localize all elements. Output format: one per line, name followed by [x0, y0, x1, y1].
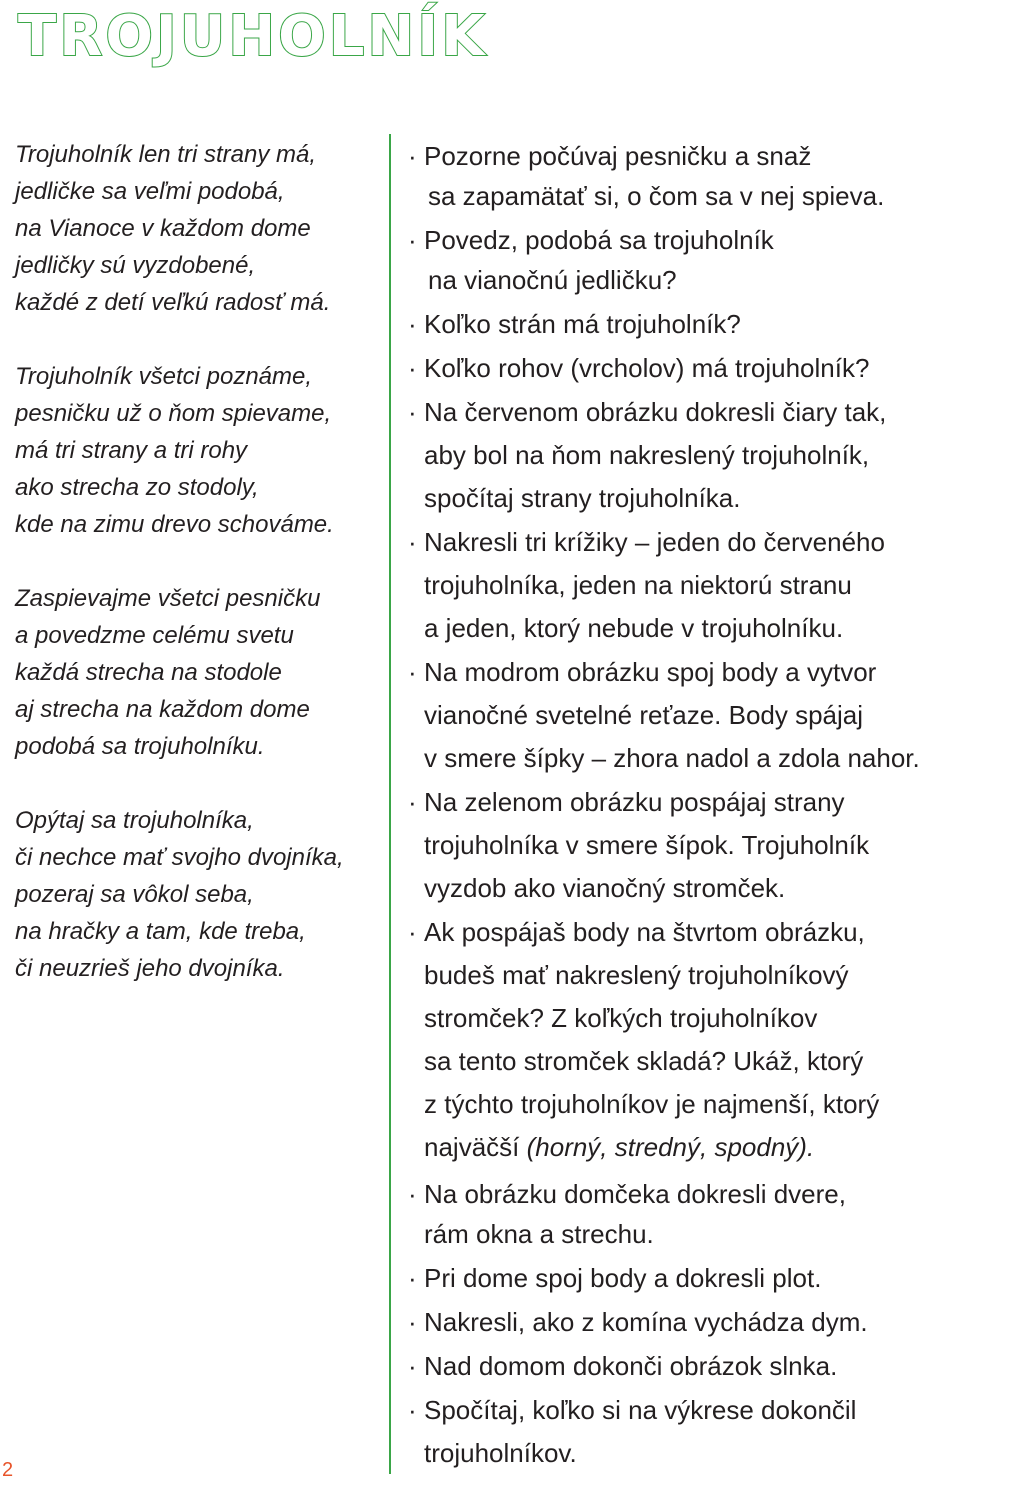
task-line: vianočné svetelné reťaze. Body spájaj [424, 700, 864, 730]
poem-line: pozeraj sa vôkol seba, [15, 881, 254, 908]
task-line: a jeden, ktorý nebude v trojuholníku. [424, 613, 844, 643]
poem-line: aj strecha na každom dome [15, 696, 310, 723]
task-item [406, 1258, 1006, 1298]
bullet-icon: · [408, 1351, 417, 1381]
page-title: TROJUHOLNÍK [18, 4, 488, 69]
page-number: 2 [2, 1459, 14, 1481]
task-line: Pozorne počúvaj pesničku a snaž [424, 141, 812, 171]
task-line: aby bol na ňom nakreslený trojuholník, [424, 440, 870, 470]
task-line: sa tento stromček skladá? Ukáž, ktorý [424, 1046, 864, 1076]
bullet-icon: · [408, 1307, 417, 1337]
task-line: Povedz, podobá sa trojuholník [424, 225, 774, 255]
task-line: stromček? Z koľkých trojuholníkov [424, 1003, 818, 1033]
bullet-icon: · [408, 1395, 417, 1425]
task-line: trojuholníka, jeden na niektorú stranu [424, 570, 852, 600]
poem-line: Zaspievajme všetci pesničku [15, 585, 321, 612]
bullet-icon: · [408, 353, 417, 383]
task-line: trojuholníkov. [424, 1438, 577, 1468]
task-item [406, 782, 1006, 908]
poem-line: jedličke sa veľmi podobá, [15, 178, 285, 205]
poem-line: na Vianoce v každom dome [15, 215, 311, 242]
bullet-icon: · [408, 141, 417, 171]
poem-line: na hračky a tam, kde treba, [15, 918, 306, 945]
task-item [406, 220, 1006, 300]
bullet-icon: · [408, 1179, 417, 1209]
task-item [406, 912, 1006, 1170]
poem-line: každá strecha na stodole [15, 659, 282, 686]
task-line: rám okna a strechu. [424, 1219, 654, 1249]
poem-line: Trojuholník len tri strany má, [15, 141, 316, 168]
poem-stanza [15, 580, 387, 765]
task-line: Spočítaj, koľko si na výkrese dokončil [424, 1395, 857, 1425]
task-line: Na obrázku domčeka dokresli dvere, [424, 1179, 846, 1209]
task-line: Ak pospájaš body na štvrtom obrázku, [424, 917, 865, 947]
task-line: budeš mať nakreslený trojuholníkový [424, 960, 849, 990]
task-line: Koľko strán má trojuholník? [424, 309, 741, 339]
task-item [406, 1302, 1006, 1342]
poem-stanza [15, 136, 387, 321]
task-line: vyzdob ako vianočný stromček. [424, 873, 786, 903]
bullet-icon: · [408, 787, 417, 817]
poem-line: pesničku už o ňom spievame, [15, 400, 332, 427]
task-item [406, 1174, 1006, 1254]
poem-line: či neuzrieš jeho dvojníka. [15, 955, 285, 982]
task-line: Nakresli tri krížiky – jeden do červeného [424, 527, 885, 557]
bullet-icon: · [408, 1263, 417, 1293]
task-line: z týchto trojuholníkov je najmenší, ktorý [424, 1089, 880, 1119]
task-line: Na červenom obrázku dokresli čiary tak, [424, 397, 887, 427]
poem-line: podobá sa trojuholníku. [15, 733, 265, 760]
poem-line: Opýtaj sa trojuholníka, [15, 807, 254, 834]
task-line-text: najväčší [424, 1132, 527, 1162]
bullet-icon: · [408, 309, 417, 339]
poem-line: jedličky sú vyzdobené, [15, 252, 256, 279]
task-line: Nakresli, ako z komína vychádza dym. [424, 1307, 868, 1337]
poem-stanza [15, 358, 387, 543]
task-line [424, 1124, 1006, 1170]
task-line-italic: (horný, stredný, spodný). [526, 1132, 815, 1162]
task-item [406, 136, 1006, 216]
task-item [406, 1346, 1006, 1386]
poem [15, 136, 387, 987]
bullet-icon: · [408, 917, 417, 947]
task-item [406, 522, 1006, 648]
poem-line: kde na zimu drevo schováme. [15, 511, 334, 538]
task-line: sa zapamätať si, o čom sa v nej spieva. [428, 181, 885, 211]
poem-line: ako strecha zo stodoly, [15, 474, 259, 501]
bullet-icon: · [408, 527, 417, 557]
task-list [406, 136, 1006, 1480]
task-item [406, 652, 1006, 778]
task-line: na vianočnú jedličku? [428, 265, 677, 295]
task-line: Na zelenom obrázku pospájaj strany [424, 787, 845, 817]
bullet-icon: · [408, 657, 417, 687]
task-line: Na modrom obrázku spoj body a vytvor [424, 657, 877, 687]
poem-stanza [15, 802, 387, 987]
poem-line: a povedzme celému svetu [15, 622, 294, 649]
task-line: Nad domom dokonči obrázok slnka. [424, 1351, 838, 1381]
poem-line: Trojuholník všetci poznáme, [15, 363, 313, 390]
task-item [406, 392, 1006, 518]
task-line: Pri dome spoj body a dokresli plot. [424, 1263, 822, 1293]
task-line: spočítaj strany trojuholníka. [424, 483, 741, 513]
task-line: Koľko rohov (vrcholov) má trojuholník? [424, 353, 870, 383]
bullet-icon: · [408, 397, 417, 427]
task-item [406, 304, 1006, 344]
task-item [406, 1390, 1006, 1476]
poem-line: má tri strany a tri rohy [15, 437, 248, 464]
task-item [406, 348, 1006, 388]
task-line: trojuholníka v smere šípok. Trojuholník [424, 830, 870, 860]
poem-line: či nechce mať svojho dvojníka, [15, 844, 344, 871]
column-divider [389, 134, 391, 1474]
bullet-icon: · [408, 225, 417, 255]
task-line: v smere šípky – zhora nadol a zdola nahor. [424, 743, 920, 773]
poem-line: každé z detí veľkú radosť má. [15, 289, 331, 316]
